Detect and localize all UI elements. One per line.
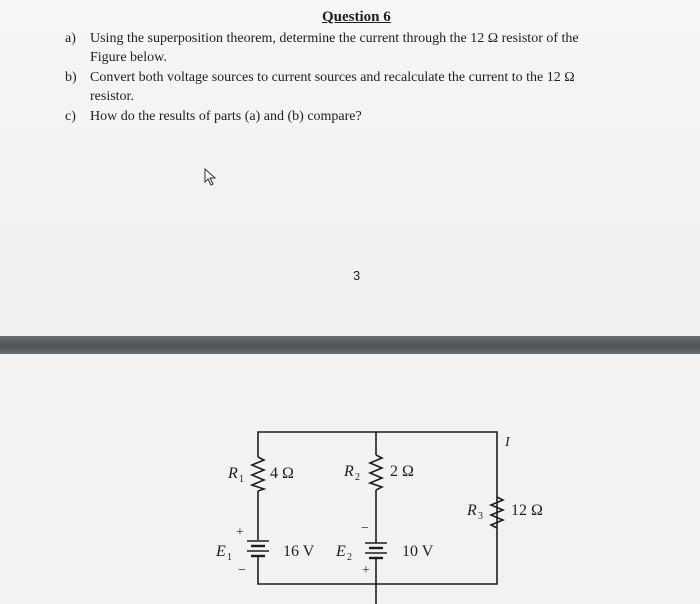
r3-label: R	[467, 502, 477, 519]
e1-value: 16 V	[283, 543, 315, 560]
question-part-b	[65, 68, 665, 108]
part-label: a)	[65, 31, 76, 46]
r3-subscript: 3	[478, 511, 483, 522]
r1-value: 4 Ω	[270, 465, 294, 482]
part-label: c)	[65, 109, 76, 124]
e1-label: E	[216, 543, 226, 560]
e1-minus-sign: −	[238, 563, 246, 578]
e2-value: 10 V	[402, 543, 434, 560]
e2-plus-sign: +	[362, 563, 370, 578]
r2-resistor	[370, 455, 382, 490]
e1-battery	[247, 541, 269, 572]
e2-minus-sign: −	[361, 521, 369, 536]
circuit-diagram	[0, 354, 700, 604]
question-title: Question 6	[322, 9, 391, 25]
question-part-a	[65, 29, 665, 69]
page-number: 3	[353, 268, 361, 283]
e1-plus-sign: +	[236, 525, 244, 540]
r2-label: R	[344, 463, 354, 480]
e1-subscript: 1	[227, 552, 232, 563]
circuit-outer-wire	[258, 432, 497, 584]
r2-subscript: 2	[355, 472, 360, 483]
circuit-figure-area	[0, 354, 700, 604]
r3-value: 12 Ω	[511, 502, 543, 519]
pointer-arrow-icon	[203, 168, 219, 191]
part-text-line: Convert both voltage sources to current sources and recalculate the current to the 12 Ω	[90, 70, 575, 85]
part-text-line: resistor.	[90, 89, 134, 104]
e2-subscript: 2	[347, 552, 352, 563]
part-text-line: How do the results of parts (a) and (b) compare?	[90, 109, 362, 124]
part-label: b)	[65, 70, 77, 85]
page-divider-bar	[0, 336, 700, 354]
part-text-line: Figure below.	[90, 50, 167, 65]
r2-value: 2 Ω	[390, 463, 414, 480]
e2-label: E	[336, 543, 346, 560]
question-part-c	[65, 107, 665, 127]
r3-resistor	[491, 497, 503, 528]
r1-subscript: 1	[239, 474, 244, 485]
r1-resistor	[252, 457, 264, 491]
current-label: I	[505, 435, 510, 450]
r1-label: R	[228, 465, 238, 482]
part-text-line: Using the superposition theorem, determine the current through the 12 Ω resistor of the	[90, 31, 579, 46]
